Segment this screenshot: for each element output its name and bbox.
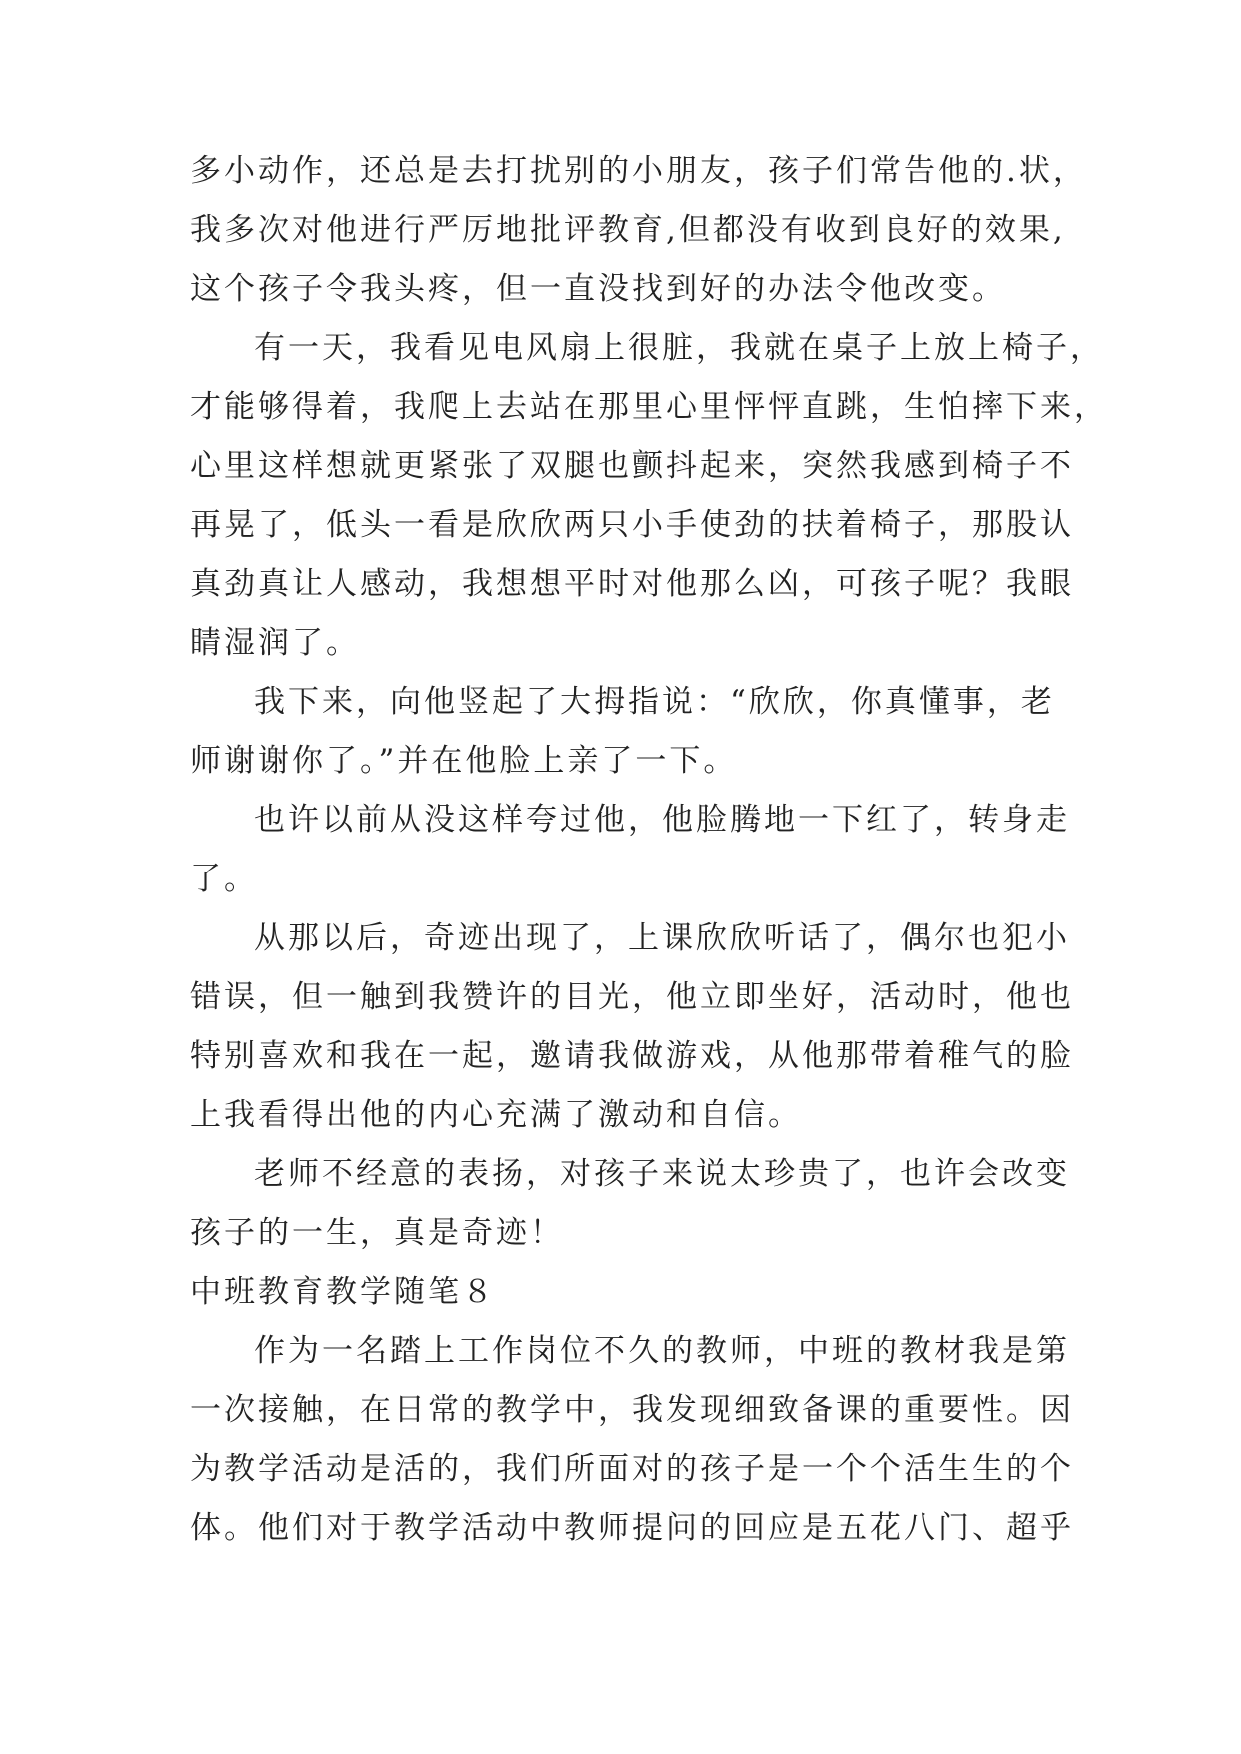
text-line: 体。他们对于教学活动中教师提问的回应是五花八门、超乎 <box>190 1510 1074 1546</box>
text-line: 心里这样想就更紧张了双腿也颤抖起来，突然我感到椅子不 <box>190 448 1074 484</box>
text-line: 再晃了，低头一看是欣欣两只小手使劲的扶着椅子，那股认 <box>190 507 1074 543</box>
text-line: 我多次对他进行严厉地批评教育,但都没有收到良好的效果, <box>190 212 1066 248</box>
text-line: 一次接触，在日常的教学中，我发现细致备课的重要性。因 <box>190 1392 1074 1428</box>
text-line: 了。 <box>190 861 258 897</box>
text-line: 特别喜欢和我在一起，邀请我做游戏，从他那带着稚气的脸 <box>190 1038 1074 1074</box>
paragraph-first-line: 老师不经意的表扬，对孩子来说太珍贵了，也许会改变 <box>254 1156 1070 1192</box>
text-line: 才能够得着，我爬上去站在那里心里怦怦直跳，生怕摔下来， <box>190 389 1108 425</box>
text-line: 错误，但一触到我赞许的目光，他立即坐好，活动时，他也 <box>190 979 1074 1015</box>
paragraph-first-line: 从那以后，奇迹出现了，上课欣欣听话了，偶尔也犯小 <box>254 920 1070 956</box>
text-line: 睛湿润了。 <box>190 625 360 661</box>
text-line: 孩子的一生，真是奇迹！ <box>190 1215 564 1251</box>
text-line: 真劲真让人感动，我想想平时对他那么凶，可孩子呢？我眼 <box>190 566 1074 602</box>
paragraph-first-line: 也许以前从没这样夸过他，他脸腾地一下红了，转身走 <box>254 802 1070 838</box>
text-line: 这个孩子令我头疼，但一直没找到好的办法令他改变。 <box>190 271 1006 307</box>
paragraph-first-line: 我下来，向他竖起了大拇指说：“欣欣，你真懂事，老 <box>254 684 1055 720</box>
text-line: 多小动作，还总是去打扰别的小朋友，孩子们常告他的.状， <box>190 153 1087 189</box>
paragraph-first-line: 作为一名踏上工作岗位不久的教师，中班的教材我是第 <box>254 1333 1070 1369</box>
text-line: 为教学活动是活的，我们所面对的孩子是一个个活生生的个 <box>190 1451 1074 1487</box>
paragraph-first-line: 有一天，我看见电风扇上很脏，我就在桌子上放上椅子， <box>254 330 1104 366</box>
section-heading: 中班教育教学随笔８ <box>190 1274 496 1310</box>
text-line: 上我看得出他的内心充满了激动和自信。 <box>190 1097 802 1133</box>
text-line: 师谢谢你了。”并在他脸上亲了一下。 <box>190 743 738 779</box>
